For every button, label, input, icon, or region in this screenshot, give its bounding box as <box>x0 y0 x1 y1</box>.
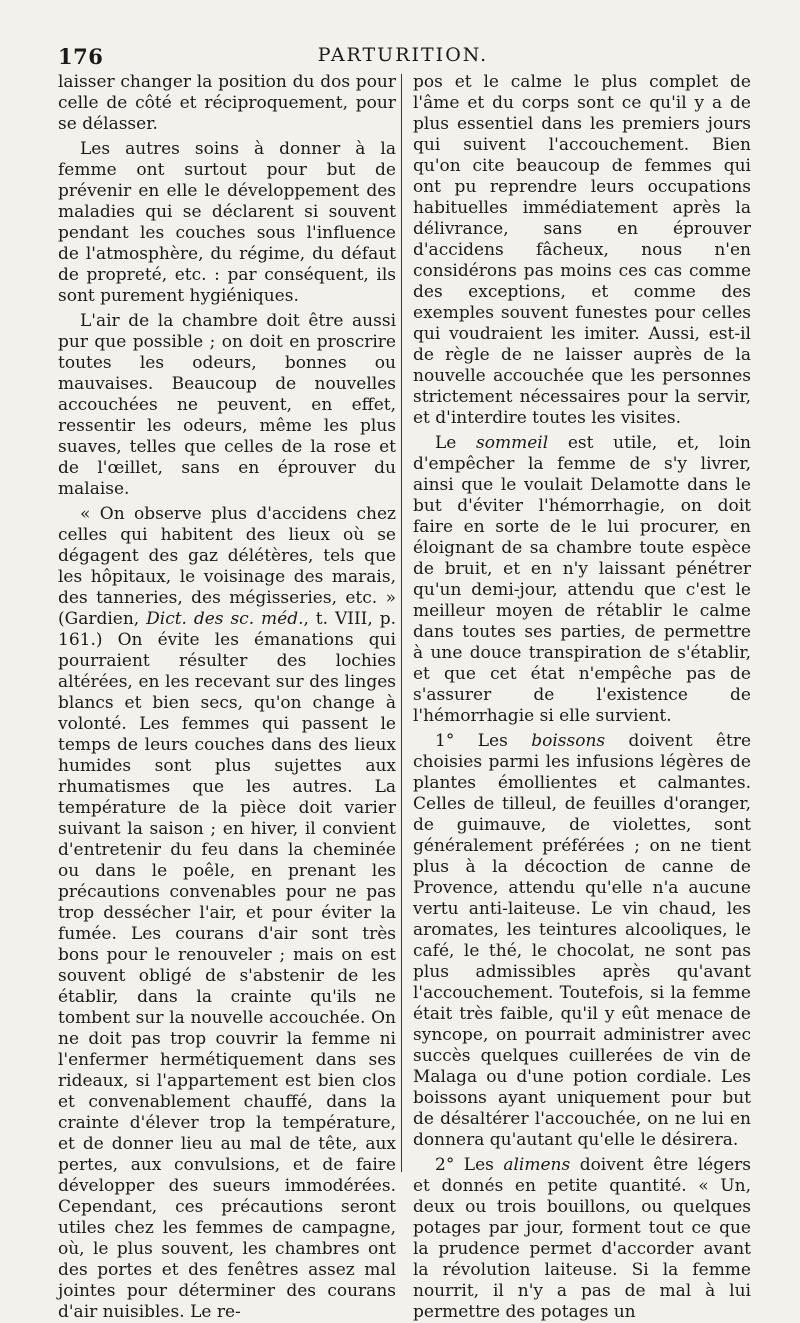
citation-text: « On observe plus d'accidens chez celles qui habitent des lieux où se dégagent des gaz délétères, tels que les hôpitaux, le voisinage des marais, des tanneries, des mégisseries, etc. » (Gardien, <box>58 504 396 629</box>
paragraph-alimens <box>413 1155 751 1323</box>
term-sommeil: sommeil <box>476 433 549 453</box>
paragraph-sommeil <box>413 433 751 727</box>
paragraph-citation <box>58 504 396 1323</box>
term-alimens: alimens <box>503 1155 571 1175</box>
paragraph: laisser changer la position du dos pour celle de côté et réciproquement, pour se délasser. <box>58 72 396 134</box>
column-divider <box>401 74 402 1172</box>
right-column <box>413 72 751 1323</box>
term-boissons: boissons <box>531 731 606 751</box>
paragraph-lead: Le <box>435 433 477 453</box>
citation-text: , t. VIII, p. 161.) On évite les émanations qui pourraient résulter des lochies altérées, en les recevant sur des linges blancs et bien secs, qu'on change à volonté. Les femmes qui passent le temps de leurs couches dans des lieux humides sont plus sujettes aux rhumatismes que les autres. La température de la pièce doit varier suivant la saison ; en hiver, il convient d'entretenir du feu dans la cheminée ou dans le poêle, en prenant les précautions convenables pour ne pas trop dessécher l'air, et pour éviter la fumée. Les courans d'air sont très bons pour le renouveler ; mais on est souvent obligé de s'abstenir de les établir, dans la crainte qu'ils ne tombent sur la nouvelle accouchée. On ne doit pas trop couvrir la femme ni l'enfermer hermétiquement dans ses rideaux, si l'appartement est bien clos et convenablement chauffé, dans la crainte d'élever trop la température, et de donner lieu au mal de tête, aux pertes, aux convulsions, et de faire développer des sueurs immodérées. Cependant, ces précautions seront utiles chez les femmes de campagne, où, le plus souvent, les chambres ont des portes et des fenêtres assez mal jointes pour déterminer des courans d'air nuisibles. Le re- <box>58 609 396 1322</box>
page-header <box>58 44 748 70</box>
left-column <box>58 72 396 1323</box>
paragraph-text: doivent être choisies parmi les infusions légères de plantes émollientes et calmantes. Celles de tilleul, de feuilles d'oranger, de guimauve, de violettes, sont généralement préférées ; on ne tient plus à la décoction de canne de Provence, attendu qu'elle n'a aucune vertu anti-laiteuse. Le vin chaud, les aromates, les teintures alcooliques, le café, le thé, le chocolat, ne sont pas plus admissibles après qu'avant l'accouchement. Toutefois, si la femme était très faible, qu'il y eût menace de syncope, on pourrait administrer avec succès quelques cuillerées de vin de Malaga ou d'une potion cordiale. Les boissons ayant uniquement pour but de désaltérer l'accouchée, on ne lui en donnera qu'autant qu'elle le désirera. <box>413 731 752 1150</box>
paragraph-text: doivent être légers et donnés en petite quantité. « Un, deux ou trois bouillons, ou quelques potages par jour, forment tout ce que la prudence permet d'accorder avant la révolution laiteuse. Si la femme nourrit, il n'y a pas de mal à lui permettre des potages un <box>413 1155 751 1322</box>
paragraph: L'air de la chambre doit être aussi pur que possible ; on doit en proscrire toutes les odeurs, bonnes ou mauvaises. Beaucoup de nouvelles accouchées ne peuvent, en effet, ressentir les odeurs, même les plus suaves, telles que celles de la rose et de l'œillet, sans en éprouver du malaise. <box>58 311 396 499</box>
running-head: PARTURITION. <box>317 44 489 66</box>
paragraph-text: est utile, et, loin d'empêcher la femme de s'y livrer, ainsi que le voulait Delamotte dans le but d'éviter l'hémorrhagie, on doit faire en sorte de le lui procurer, en éloignant de sa chambre toute espèce de bruit, et en n'y laissant pénétrer qu'un demi-jour, attendu que c'est le meilleur moyen de rétablir le calme dans toutes ses parties, de permettre à une douce transpiration de s'établir, et que cet état n'empêche pas de s'assurer de l'existence de l'hémorrhagie si elle survient. <box>413 433 751 726</box>
citation-title: Dict. des sc. méd. <box>146 609 304 629</box>
paragraph-boissons <box>413 731 751 1151</box>
paragraph-lead: 1° Les <box>435 731 532 751</box>
page-number: 176 <box>58 44 104 69</box>
paragraph-lead: 2° Les <box>435 1155 504 1175</box>
paragraph: Les autres soins à donner à la femme ont surtout pour but de prévenir en elle le développement des maladies qui se déclarent si souvent pendant les couches sous l'influence de l'atmosphère, du régime, du défaut de propreté, etc. : par conséquent, ils sont purement hygiéniques. <box>58 139 396 306</box>
paragraph: pos et le calme le plus complet de l'âme et du corps sont ce qu'il y a de plus essentiel dans les premiers jours qui suivent l'accouchement. Bien qu'on cite beaucoup de femmes qui ont pu reprendre leurs occupations habituelles immédiatement après la délivrance, sans en éprouver d'accidens fâcheux, nous n'en considérons pas moins ces cas comme des exceptions, et comme des exemples souvent funestes pour celles qui voudraient les imiter. Aussi, est-il de règle de ne laisser auprès de la nouvelle accouchée que les personnes strictement nécessaires pour la servir, et d'interdire toutes les visites. <box>413 72 751 428</box>
